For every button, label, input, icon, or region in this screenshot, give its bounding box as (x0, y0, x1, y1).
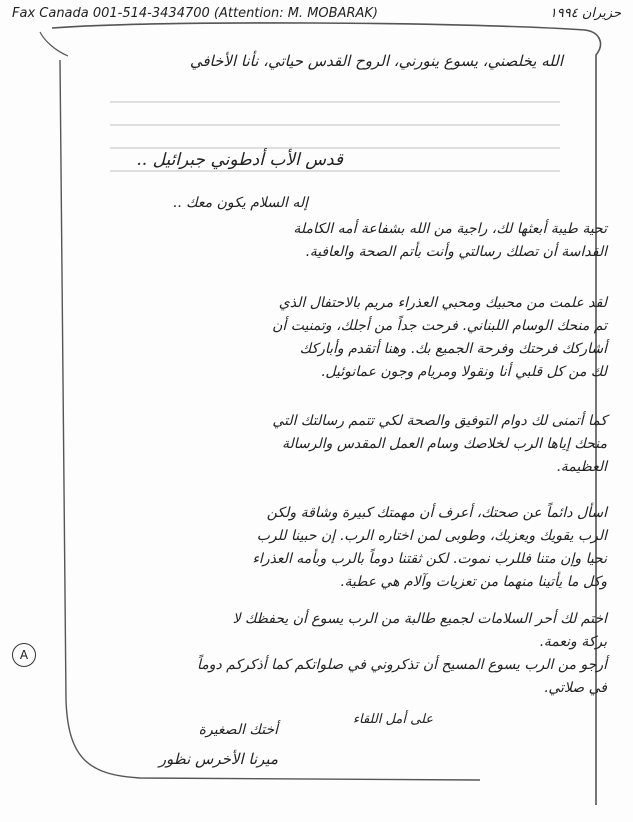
stamp-icon: A (12, 643, 36, 667)
paragraph-line: تم منحك الوسام اللبناني. فرحت جداً من أجلك، وتمنيت أن (272, 318, 607, 334)
paragraph-line: الرب يقويك ويعزيك، وطوبى لمن اختاره الرب. إن حبينا للرب (256, 528, 607, 544)
paragraph-line: في صلاتي. (543, 680, 607, 696)
frame-top-left-scroll (40, 32, 68, 56)
paragraph-line: بركة ونعمة. (539, 634, 607, 650)
fax-header: Fax Canada 001-514-3434700 (Attention: M. MOBARAK) (12, 6, 378, 21)
paragraph-line: أرجو من الرب يسوع المسيح أن تذكروني في صلواتكم كما أذكركم دوماً (196, 657, 607, 673)
paragraph-line: العظيمة. (556, 459, 607, 475)
paragraph-5 (17, 608, 607, 700)
paragraph-line: أشاركك فرحتك وفرحة الجميع بك. وهنا أتقدم وأباركك (299, 341, 607, 357)
paragraph-line: اسأل دائماً عن صحتك، أعرف أن مهمتك كبيرة وشاقة ولكن (266, 505, 607, 521)
opening-invocation: الله يخلصني، يسوع ينورني، الروح القدس حياتي، نأنا الأخافي (189, 52, 563, 70)
date-label: حزيران ١٩٩٤ (549, 6, 621, 21)
paragraph-line: لقد علمت من محبيك ومحبي العذراء مريم بالاحتفال الذي (278, 295, 607, 311)
paragraph-line: وكل ما يأتينا منهما من تعزيات وآلام هي عطية. (340, 574, 607, 590)
paragraph-line: تحية طيبة أبعثها لك، راجية من الله بشفاعة أمه الكاملة (293, 221, 607, 237)
greeting: إله السلام يكون معك .. (172, 195, 308, 211)
paragraph-3 (17, 410, 607, 479)
signature-sister: أختك الصغيرة (198, 722, 278, 738)
paragraph-line: منحك إياها الرب لخلاصك وسام العمل المقدس والرسالة (281, 436, 607, 452)
paragraph-line: لك من كل قلبي أنا ونقولا ومريام وجون عمانوئيل. (320, 364, 607, 380)
paragraph-line: اختم لك أحر السلامات لجميع طالبة من الرب يسوع أن يحفظك لا (232, 611, 607, 627)
paragraph-4 (17, 502, 607, 594)
paragraph-line: كما أتمنى لك دوام التوفيق والصحة لكي تتمم رسالتك التي (272, 413, 607, 429)
paragraph-2 (17, 292, 607, 384)
paragraph-line: نحيا وإن متنا فللرب نموت. لكن ثقتنا دوماً بالرب وبأمه العذراء (252, 551, 607, 567)
paragraph-line: القداسة أن تصلك رسالتي وأنت بأتم الصحة والعافية. (305, 244, 607, 260)
salutation: قدس الأب أدطوني جبرائيل .. (136, 150, 343, 170)
paragraph-1 (17, 218, 607, 264)
signature-name: ميرنا الأخرس نظور (158, 750, 278, 768)
closing-farewell: على أمل اللقاء (352, 712, 433, 727)
